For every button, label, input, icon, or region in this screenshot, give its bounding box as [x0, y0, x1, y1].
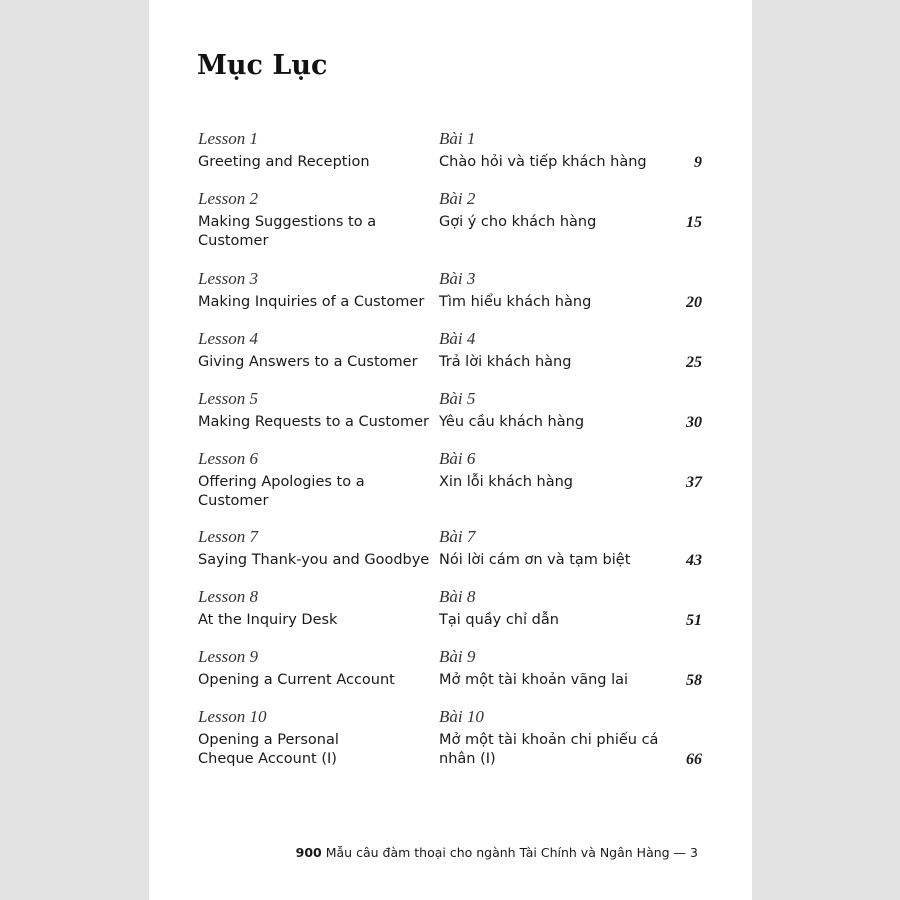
- toc-entry: [198, 448, 702, 526]
- vietnamese-title: Trả lời khách hàng: [439, 354, 572, 370]
- english-title: Making Requests to a Customer: [198, 414, 429, 430]
- page-number: 25: [686, 354, 702, 371]
- bai-label: Bài 8: [439, 587, 476, 606]
- english-title: Saying Thank-you and Goodbye: [198, 552, 430, 568]
- toc-entry: [198, 128, 702, 188]
- english-title: Opening a Current Account: [198, 672, 395, 688]
- bai-label: Bài 9: [439, 647, 476, 666]
- lesson-label: Lesson 5: [198, 389, 258, 408]
- toc-entry: [198, 388, 702, 448]
- footer-text: Mẫu câu đàm thoại cho ngành Tài Chính và Ngân Hàng — 3: [325, 845, 698, 860]
- table-of-contents: [198, 128, 702, 784]
- lesson-label: Lesson 6: [198, 449, 258, 468]
- english-title: Giving Answers to a Customer: [198, 354, 418, 370]
- page-number: 43: [686, 552, 702, 569]
- vietnamese-title: Tại quầy chỉ dẫn: [439, 612, 559, 628]
- vietnamese-title: Mở một tài khoản chi phiếu cá nhân (I): [439, 732, 659, 767]
- vietnamese-title: Yêu cầu khách hàng: [439, 414, 585, 430]
- vietnamese-title: Xin lỗi khách hàng: [439, 474, 574, 490]
- bai-label: Bài 2: [439, 189, 476, 208]
- toc-entry: [198, 586, 702, 646]
- lesson-label: Lesson 1: [198, 129, 258, 148]
- lesson-label: Lesson 8: [198, 587, 258, 606]
- footer-book-number: 900: [295, 845, 322, 860]
- english-title: Greeting and Reception: [198, 154, 370, 170]
- page-title: Mục Lục: [197, 50, 328, 81]
- page-number: 30: [686, 414, 702, 431]
- english-title: Offering Apologies to a Customer: [198, 474, 365, 509]
- page-number: 20: [686, 294, 702, 311]
- english-title: At the Inquiry Desk: [198, 612, 338, 628]
- vietnamese-title: Mở một tài khoản vãng lai: [439, 672, 629, 688]
- lesson-label: Lesson 2: [198, 189, 258, 208]
- page-number: 51: [686, 612, 702, 629]
- toc-entry: [198, 706, 702, 784]
- toc-entry: [198, 268, 702, 328]
- toc-entry: [198, 526, 702, 586]
- page-number: 9: [694, 154, 702, 171]
- vietnamese-title: Tìm hiểu khách hàng: [439, 294, 592, 310]
- toc-entry: [198, 646, 702, 706]
- lesson-label: Lesson 7: [198, 527, 258, 546]
- page-number: 37: [686, 474, 702, 491]
- lesson-label: Lesson 10: [198, 707, 267, 726]
- lesson-label: Lesson 9: [198, 647, 258, 666]
- bai-label: Bài 1: [439, 129, 476, 148]
- page-footer: [296, 845, 698, 860]
- vietnamese-title: Nói lời cám ơn và tạm biệt: [439, 552, 631, 568]
- page-number: 66: [686, 751, 702, 768]
- bai-label: Bài 4: [439, 329, 476, 348]
- bai-label: Bài 10: [439, 707, 484, 726]
- document-page: [149, 0, 752, 900]
- toc-entry: [198, 328, 702, 388]
- lesson-label: Lesson 4: [198, 329, 258, 348]
- bai-label: Bài 7: [439, 527, 476, 546]
- page-number: 58: [686, 672, 702, 689]
- vietnamese-title: Chào hỏi và tiếp khách hàng: [439, 154, 647, 170]
- bai-label: Bài 5: [439, 389, 476, 408]
- page-number: 15: [686, 214, 702, 231]
- bai-label: Bài 3: [439, 269, 476, 288]
- vietnamese-title: Gợi ý cho khách hàng: [439, 214, 597, 230]
- lesson-label: Lesson 3: [198, 269, 258, 288]
- bai-label: Bài 6: [439, 449, 476, 468]
- toc-entry: [198, 188, 702, 268]
- english-title: Opening a Personal Cheque Account (I): [198, 732, 339, 767]
- english-title: Making Inquiries of a Customer: [198, 294, 425, 310]
- english-title: Making Suggestions to a Customer: [198, 214, 377, 249]
